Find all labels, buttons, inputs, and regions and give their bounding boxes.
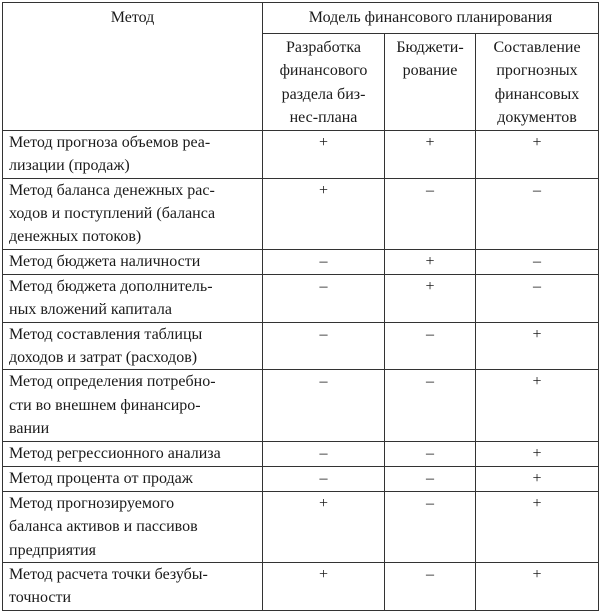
- not-applicable-mark: –: [263, 370, 385, 441]
- not-applicable-mark: –: [385, 466, 476, 491]
- method-name-line: Метод процента от продаж: [9, 469, 193, 487]
- header-line: раздела биз-: [281, 85, 366, 103]
- header-col-forecast-docs: [476, 34, 599, 131]
- header-line: Разработка: [286, 39, 361, 56]
- header-line: рование: [402, 62, 458, 80]
- header-method: Метод: [3, 3, 263, 131]
- method-name-line: Метод расчета точки безубы-: [9, 565, 208, 583]
- applicable-mark: +: [263, 178, 385, 249]
- method-name: [3, 441, 263, 466]
- applicable-mark: +: [263, 562, 385, 610]
- table-row: [3, 178, 599, 249]
- method-name-line: Метод регрессионного анализа: [9, 444, 221, 462]
- applicable-mark: +: [476, 441, 599, 466]
- table-row: [3, 322, 599, 370]
- table-body: [3, 130, 599, 610]
- method-name-line: ходов и поступлений (баланса: [9, 205, 216, 223]
- applicable-mark: +: [385, 130, 476, 178]
- not-applicable-mark: –: [385, 322, 476, 370]
- method-name: [3, 322, 263, 370]
- method-name: [3, 466, 263, 491]
- table-row: [3, 562, 599, 610]
- table-row: [3, 249, 599, 274]
- method-name-line: Метод бюджета наличности: [9, 252, 201, 270]
- header-line: Бюджети-: [396, 39, 464, 56]
- not-applicable-mark: –: [476, 249, 599, 274]
- not-applicable-mark: –: [385, 491, 476, 562]
- method-name: [3, 562, 263, 610]
- method-name: [3, 178, 263, 249]
- header-line: прогнозных: [496, 62, 578, 80]
- applicable-mark: +: [263, 491, 385, 562]
- method-name: [3, 249, 263, 274]
- not-applicable-mark: –: [263, 441, 385, 466]
- table-row: [3, 491, 599, 562]
- applicable-mark: +: [476, 491, 599, 562]
- not-applicable-mark: –: [263, 274, 385, 322]
- method-name: [3, 370, 263, 441]
- not-applicable-mark: –: [385, 441, 476, 466]
- method-name-line: Метод баланса денежных рас-: [9, 181, 215, 199]
- planning-methods-table: [2, 2, 599, 611]
- not-applicable-mark: –: [263, 249, 385, 274]
- applicable-mark: +: [385, 249, 476, 274]
- not-applicable-mark: –: [385, 370, 476, 441]
- not-applicable-mark: –: [263, 466, 385, 491]
- method-name-line: Метод прогноза объемов реа-: [9, 133, 211, 151]
- applicable-mark: +: [476, 562, 599, 610]
- header-line: финансовых: [494, 85, 580, 103]
- header-col-business-plan: [263, 34, 385, 131]
- method-name: [3, 130, 263, 178]
- method-name-line: денежных потоков): [9, 228, 142, 246]
- method-name-line: точности: [9, 589, 72, 607]
- applicable-mark: +: [263, 130, 385, 178]
- table-row: [3, 130, 599, 178]
- not-applicable-mark: –: [263, 322, 385, 370]
- header-line: Составление: [493, 39, 581, 56]
- header-planning-model: Модель финансового планирования: [263, 3, 599, 34]
- not-applicable-mark: –: [476, 274, 599, 322]
- applicable-mark: +: [476, 322, 599, 370]
- applicable-mark: +: [476, 370, 599, 441]
- method-name-line: лизации (продаж): [9, 157, 130, 175]
- header-line: нес-плана: [289, 109, 358, 127]
- method-name-line: Метод прогнозируемого: [9, 494, 175, 512]
- table-row: [3, 441, 599, 466]
- method-name-line: вании: [9, 420, 50, 438]
- method-name-line: Метод бюджета дополнитель-: [9, 277, 213, 295]
- method-name-line: ных вложений капитала: [9, 301, 172, 319]
- method-name-line: Метод определения потребно-: [9, 373, 216, 391]
- method-name-line: баланса активов и пассивов: [9, 518, 198, 536]
- applicable-mark: +: [385, 274, 476, 322]
- method-name-line: предприятия: [9, 541, 96, 559]
- method-name-line: Метод составления таблицы: [9, 325, 203, 343]
- method-name: [3, 491, 263, 562]
- table-row: [3, 466, 599, 491]
- method-name-line: доходов и затрат (расходов): [9, 349, 198, 367]
- not-applicable-mark: –: [385, 178, 476, 249]
- not-applicable-mark: –: [476, 178, 599, 249]
- method-name-line: сти во внешнем финансиро-: [9, 396, 201, 414]
- table-row: [3, 274, 599, 322]
- header-col-budgeting: [385, 34, 476, 131]
- method-name: [3, 274, 263, 322]
- not-applicable-mark: –: [385, 562, 476, 610]
- applicable-mark: +: [476, 130, 599, 178]
- header-line: документов: [497, 109, 577, 127]
- applicable-mark: +: [476, 466, 599, 491]
- table-row: [3, 370, 599, 441]
- header-row-1: [3, 3, 599, 34]
- header-line: финансового: [279, 62, 368, 80]
